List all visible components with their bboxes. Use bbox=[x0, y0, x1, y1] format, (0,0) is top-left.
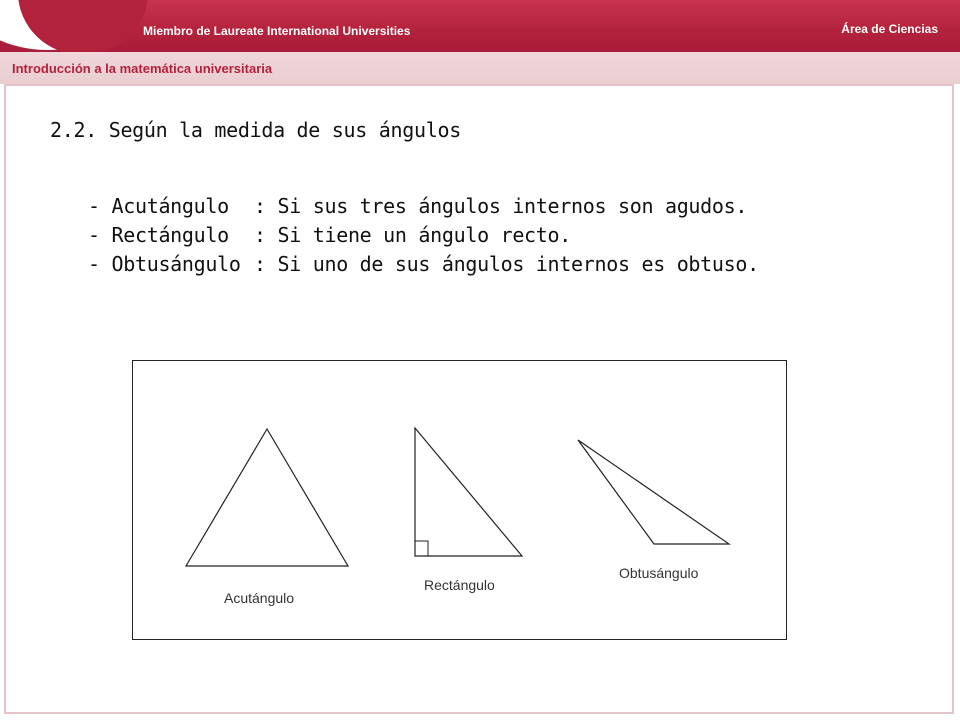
right-angle-marker-icon bbox=[415, 541, 428, 556]
course-title: Introducción a la matemática universitaria bbox=[12, 61, 273, 76]
acute-triangle bbox=[186, 429, 348, 566]
definition-separator: : bbox=[254, 223, 266, 247]
label-acute: Acutángulo bbox=[224, 590, 295, 606]
label-obtuse: Obtusángulo bbox=[619, 565, 699, 581]
slide-title: 2.2. Según la medida de sus ángulos bbox=[50, 118, 461, 142]
definition-description: Si uno de sus ángulos internos es obtuso. bbox=[277, 252, 759, 276]
definition-description: Si tiene un ángulo recto. bbox=[277, 223, 572, 247]
laureate-member-text: Miembro de Laureate International Universities bbox=[143, 24, 411, 38]
definition-term: - Rectángulo bbox=[88, 223, 229, 247]
definition-description: Si sus tres ángulos internos son agudos. bbox=[277, 194, 748, 218]
label-right: Rectángulo bbox=[424, 577, 495, 593]
definition-separator: : bbox=[254, 194, 266, 218]
area-label: Área de Ciencias bbox=[841, 22, 938, 36]
definition-term: - Acutángulo bbox=[88, 194, 229, 218]
definition-term: - Obtusángulo bbox=[88, 252, 241, 276]
obtuse-triangle bbox=[578, 440, 729, 544]
definition-separator: : bbox=[254, 252, 266, 276]
right-triangle bbox=[415, 428, 522, 556]
